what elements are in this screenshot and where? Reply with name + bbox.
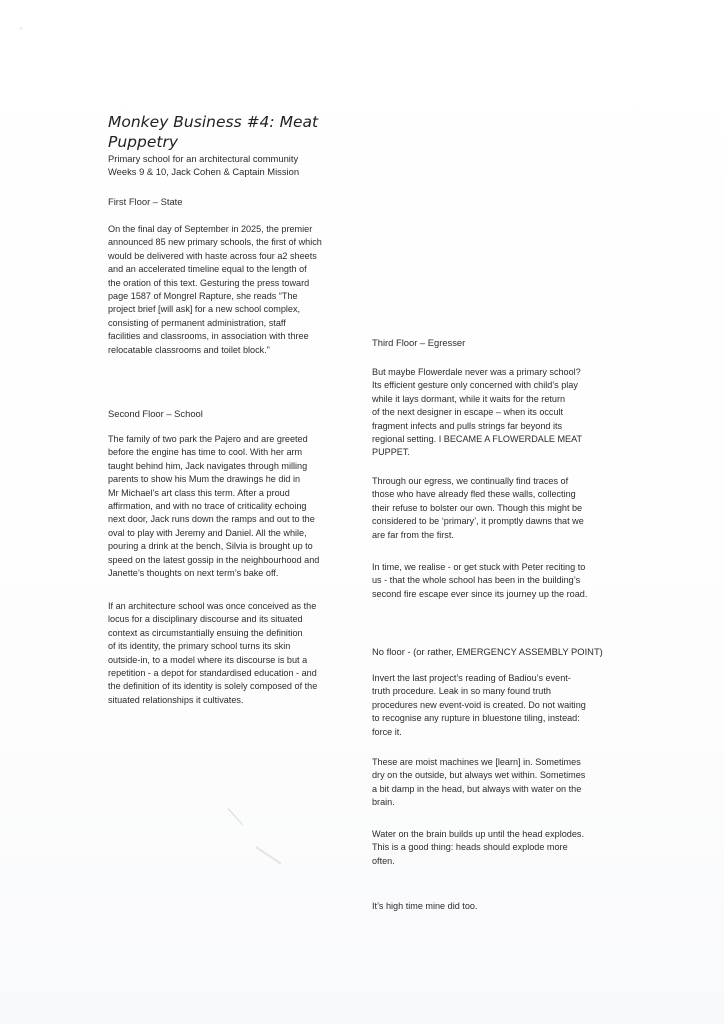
subtitle-line: Primary school for an architectural community — [108, 153, 299, 164]
text-line: affirmation, and with no trace of criticality echoing — [108, 501, 307, 512]
text-line: oval to play with Jeremy and Daniel. All the while, — [108, 527, 307, 538]
scan-mark-icon: ° — [20, 28, 23, 34]
text-line: next door, Jack runs down the ramps and out to the — [108, 514, 315, 525]
paragraph-second-floor-2 — [108, 600, 350, 707]
text-line: These are moist machines we [learn] in. Sometimes — [372, 757, 581, 767]
section-heading-second-floor: Second Floor – School — [108, 408, 203, 419]
paragraph-no-floor-2 — [372, 756, 622, 810]
text-line: Janette’s thoughts on next term’s bake off. — [108, 568, 279, 579]
text-line: On the final day of September in 2025, the premier — [108, 224, 313, 234]
scan-artifact — [228, 808, 243, 825]
paragraph-no-floor-4 — [372, 900, 622, 913]
paragraph-first-floor — [108, 223, 350, 357]
text-line: It’s high time mine did too. — [372, 901, 478, 911]
text-line: taught behind him, Jack navigates through milling — [108, 460, 308, 471]
section-heading-first-floor: First Floor – State — [108, 196, 183, 207]
text-line: of the next designer in escape – when its occult — [372, 407, 564, 418]
text-line: locus for a disciplinary discourse and its situated — [108, 614, 303, 625]
text-line: repetition - a depot for standardised education - and — [108, 668, 317, 679]
subtitle-line: Weeks 9 & 10, Jack Cohen & Captain Mission — [108, 166, 300, 177]
text-line: us - that the whole school has been in the building’s — [372, 575, 581, 586]
page-title — [108, 112, 348, 152]
text-line: facilities and classrooms, in association with three — [108, 331, 309, 342]
text-line: parents to show his Mum the drawings he did in — [108, 474, 301, 485]
text-line: their refuse to bolster our own. Though this might be — [372, 502, 583, 513]
text-line: fragment infects and pulls strings far beyond its — [372, 420, 563, 431]
text-line: But maybe Flowerdale never was a primary school? — [372, 367, 581, 377]
text-line: Its efficient gesture only concerned with child’s play — [372, 380, 578, 391]
title-line: Monkey Business #4: Meat — [108, 113, 319, 131]
paragraph-no-floor-1 — [372, 672, 622, 739]
paragraph-third-floor-1 — [372, 366, 622, 460]
text-line: announced 85 new primary schools, the first of which — [108, 237, 322, 248]
text-line: while it lays dormant, while it waits for the return — [372, 393, 566, 404]
text-line: outside-in, to a model where its discourse is but a — [108, 654, 308, 665]
section-heading-no-floor: No floor - (or rather, EMERGENCY ASSEMBLY POINT) — [372, 646, 603, 657]
text-line: speed on the latest gossip in the neighbourhood and — [108, 554, 320, 565]
text-line: regional setting. I BECAME A FLOWERDALE MEAT — [372, 434, 583, 445]
text-line: the oration of this text. Gesturing the press toward — [108, 277, 310, 288]
text-line: truth procedure. Leak in so many found truth — [372, 686, 551, 697]
text-line: pouring a drink at the bench, Silvia is brought up to — [108, 541, 313, 552]
text-line: In time, we realise - or get stuck with Peter reciting to — [372, 562, 586, 572]
page-subtitle — [108, 152, 368, 178]
paragraph-second-floor-1 — [108, 433, 350, 580]
paragraph-third-floor-3 — [372, 561, 622, 601]
text-line: would be delivered with haste across four a2 sheets — [108, 250, 317, 261]
text-line: This is a good thing: heads should explode more — [372, 842, 568, 853]
text-line: and an accelerated timeline equal to the length of — [108, 264, 307, 275]
text-line: second fire escape ever since its journey up the road. — [372, 588, 588, 599]
paragraph-third-floor-2 — [372, 475, 622, 542]
text-line: considered to be ‘primary’, it promptly dawns that we — [372, 516, 584, 527]
section-heading-third-floor: Third Floor – Egresser — [372, 337, 466, 348]
text-line: Invert the last project’s reading of Badiou’s event- — [372, 673, 571, 683]
title-line: Puppetry — [108, 133, 179, 151]
text-line: consisting of permanent administration, staff — [108, 317, 286, 328]
text-line: often. — [372, 855, 395, 866]
text-line: The family of two park the Pajero and are greeted — [108, 434, 308, 444]
paragraph-no-floor-3 — [372, 828, 622, 868]
text-line: procedures new event-void is created. Do not waiting — [372, 699, 586, 710]
text-line: context as circumstantially ensuing the definition — [108, 627, 303, 638]
text-line: dry on the outside, but always wet within. Sometimes — [372, 770, 586, 781]
text-line: Water on the brain builds up until the head explodes. — [372, 829, 584, 839]
text-line: the definition of its identity is solely composed of the — [108, 681, 318, 692]
text-line: to recognise any rupture in bluestone tiling, instead: — [372, 713, 580, 724]
text-line: brain. — [372, 797, 395, 808]
text-line: situated relationships it cultivates. — [108, 694, 244, 705]
text-line: a bit damp in the head, but always with water on the — [372, 783, 582, 794]
text-line: Through our egress, we continually find traces of — [372, 476, 569, 486]
text-line: are far from the first. — [372, 529, 454, 540]
text-line: project brief [will ask] for a new school complex, — [108, 304, 301, 315]
text-line: before the engine has time to cool. With her arm — [108, 447, 303, 458]
text-line: those who have already fled these walls, collecting — [372, 489, 576, 500]
text-line: force it. — [372, 726, 402, 737]
text-line: Mr Michael’s art class this term. After a proud — [108, 487, 290, 498]
text-line: PUPPET. — [372, 447, 410, 458]
text-line: of its identity, the primary school turns its skin — [108, 641, 291, 652]
text-line: relocatable classrooms and toilet block.” — [108, 344, 270, 355]
text-line: If an architecture school was once conceived as the — [108, 601, 317, 611]
scan-artifact — [255, 846, 281, 864]
text-line: page 1587 of Mongrel Rapture, she reads “The — [108, 291, 298, 302]
